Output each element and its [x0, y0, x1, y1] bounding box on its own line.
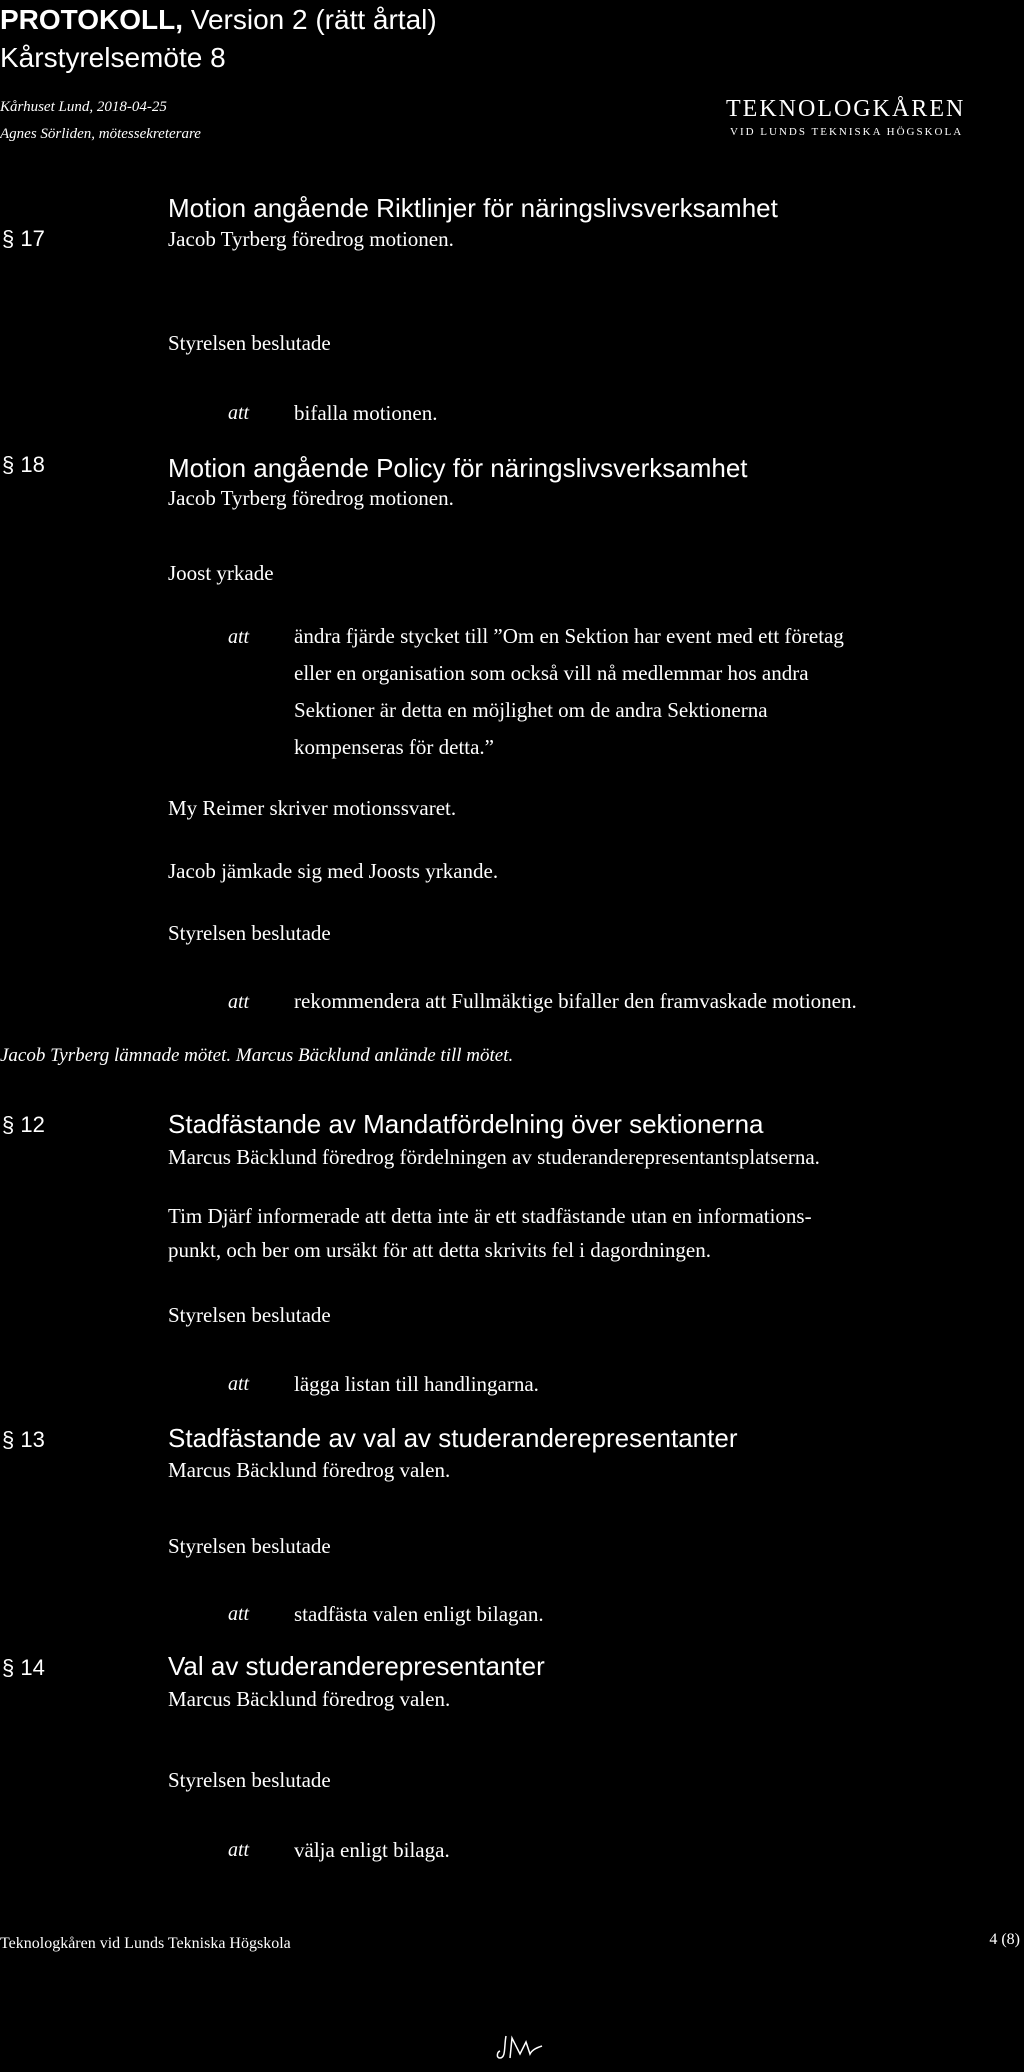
- handwritten-initials: [494, 2032, 544, 2062]
- version-label: Version 2 (rätt årtal): [190, 4, 437, 35]
- section-18-note-2: Jacob jämkade sig med Joosts yrkande.: [168, 859, 499, 883]
- section-18-att: att: [228, 626, 250, 648]
- section-17-number: § 17: [2, 226, 45, 251]
- section-13-presenter: Marcus Bäcklund föredrog valen.: [168, 1458, 451, 1482]
- section-18-proposer: Joost yrkade: [168, 561, 274, 585]
- section-12-presenter: Marcus Bäcklund föredrog fördelningen av studeranderepresentantsplatserna.: [168, 1145, 820, 1169]
- section-12-decision: lägga listan till handlingarna.: [294, 1372, 539, 1396]
- place-date: Kårhuset Lund, 2018-04-25: [0, 99, 167, 115]
- section-14-decided: Styrelsen beslutade: [168, 1768, 331, 1792]
- section-18-proposal-line-4: kompenseras för detta.”: [294, 735, 495, 759]
- section-14-presenter: Marcus Bäcklund föredrog valen.: [168, 1687, 451, 1711]
- section-13-decided: Styrelsen beslutade: [168, 1534, 331, 1558]
- protokoll-label: PROTOKOLL,: [0, 4, 184, 35]
- org-logo-sub: VID LUNDS TEKNISKA HÖGSKOLA: [730, 126, 964, 138]
- section-12-att: att: [228, 1373, 250, 1395]
- section-18-proposal-line-3: Sektioner är detta en möjlighet om de andra Sektionerna: [294, 698, 768, 722]
- section-17-presenter: Jacob Tyrberg föredrog motionen.: [168, 227, 454, 251]
- section-13-decision: stadfästa valen enligt bilagan.: [294, 1602, 544, 1626]
- section-13-number: § 13: [2, 1427, 45, 1452]
- section-17-title: Motion angående Riktlinjer för näringslivsverksamhet: [168, 193, 778, 223]
- section-13-att: att: [228, 1603, 250, 1625]
- section-18-att-2: att: [228, 991, 250, 1013]
- section-12-number: § 12: [2, 1112, 45, 1137]
- section-12-info-line-2: punkt, och ber om ursäkt för att detta skrivits fel i dagordningen.: [168, 1238, 711, 1262]
- section-18-decision: rekommendera att Fullmäktige bifaller den framvaskade motionen.: [294, 989, 857, 1013]
- section-18-presenter: Jacob Tyrberg föredrog motionen.: [168, 486, 454, 510]
- section-12-title: Stadfästande av Mandatfördelning över sektionerna: [168, 1109, 764, 1139]
- document-title: [0, 2, 437, 38]
- page-number: 4 (8): [989, 1931, 1020, 1948]
- section-14-number: § 14: [2, 1655, 45, 1680]
- meeting-title: Kårstyrelsemöte 8: [0, 42, 226, 73]
- section-18-decided: Styrelsen beslutade: [168, 921, 331, 945]
- section-18-proposal-line-1: ändra fjärde stycket till ”Om en Sektion har event med ett företag: [294, 624, 844, 648]
- section-12-info-line-1: Tim Djärf informerade att detta inte är ett stadfästande utan en informations-: [168, 1204, 812, 1228]
- footer-org: Teknologkåren vid Lunds Tekniska Högskola: [0, 1935, 291, 1952]
- section-14-decision: välja enligt bilaga.: [294, 1838, 450, 1862]
- org-logo-name: TEKNOLOGKÅREN: [726, 96, 966, 122]
- section-18-number: § 18: [2, 452, 45, 477]
- section-12-decided: Styrelsen beslutade: [168, 1303, 331, 1327]
- section-18-title: Motion angående Policy för näringslivsverksamhet: [168, 453, 748, 483]
- section-13-title: Stadfästande av val av studeranderepresentanter: [168, 1423, 738, 1453]
- section-14-att: att: [228, 1839, 250, 1861]
- section-18-note-1: My Reimer skriver motionssvaret.: [168, 796, 457, 820]
- section-18-proposal-line-2: eller en organisation som också vill nå medlemmar hos andra: [294, 661, 809, 685]
- section-17-att: att: [228, 402, 250, 424]
- attendance-note: Jacob Tyrberg lämnade mötet. Marcus Bäcklund anlände till mötet.: [0, 1045, 514, 1066]
- section-17-decision: bifalla motionen.: [294, 401, 438, 425]
- section-17-decided: Styrelsen beslutade: [168, 331, 331, 355]
- secretary: Agnes Sörliden, mötessekreterare: [0, 126, 201, 142]
- section-14-title: Val av studeranderepresentanter: [168, 1651, 545, 1681]
